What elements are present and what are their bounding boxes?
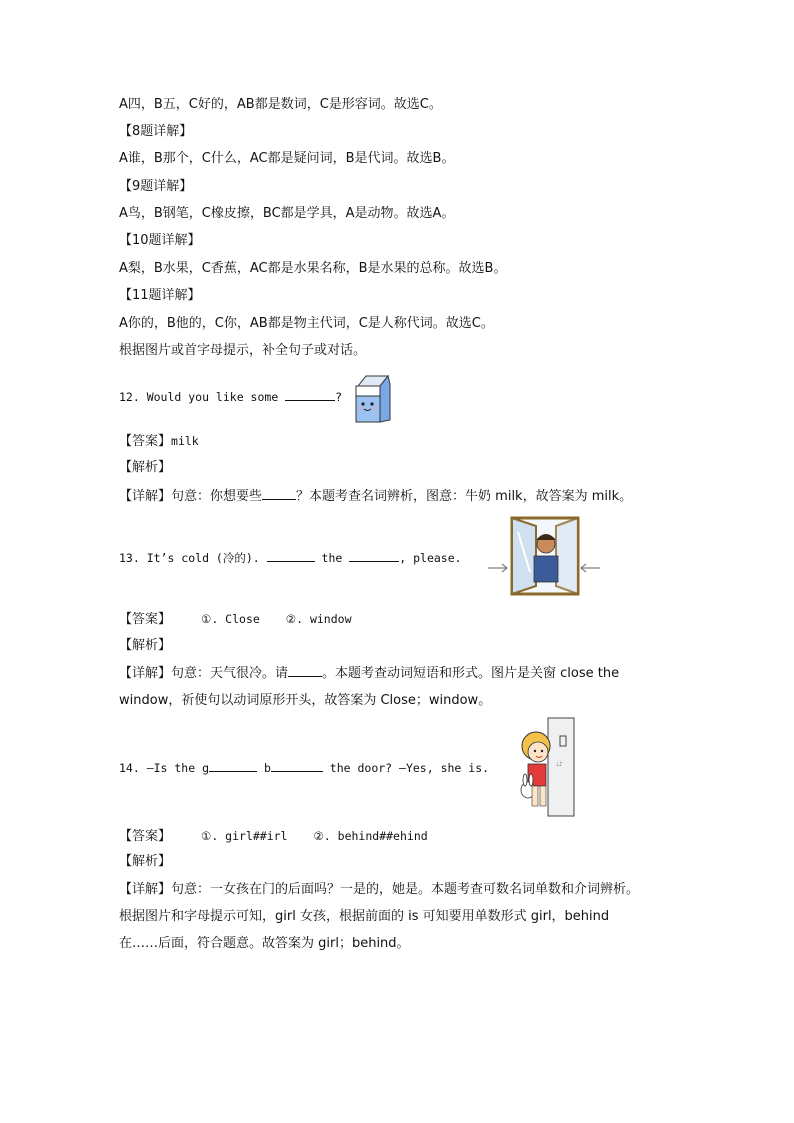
detail-13-line2: window，祈使句以动词原形开头，故答案为 Close；window。: [119, 693, 492, 708]
girl-behind-door-image: [512, 716, 576, 818]
explanation-8: A谁，B那个，C什么，AC都是疑问词，B是代词。故选B。: [119, 151, 455, 166]
detail-12: 【详解】句意：你想要些 ？本题考查名词辨析，图意：牛奶 milk，故答案为 milk。: [119, 489, 633, 504]
detail-13-line1: 【详解】句意：天气很冷。请 。本题考查动词短语和形式。图片是关窗 close the: [119, 666, 620, 681]
heading-10: 【10题详解】: [119, 233, 201, 248]
detail-14-line2: 根据图片和字母提示可知，girl 女孩，根据前面的 is 可知要用单数形式 girl，behind: [119, 909, 610, 924]
explanation-9: A鸟，B钢笔，C橡皮擦，BC都是学具，A是动物。故选A。: [119, 206, 455, 221]
question-14: 14. —Is the g b the door? —Yes, she is.: [119, 761, 490, 775]
answer-blank: [285, 389, 335, 401]
detail-14-line3: 在……后面，符合题意。故答案为 girl；behind。: [119, 936, 410, 951]
answer-13: 【答案】 ①. Close ②. window: [119, 612, 352, 627]
section-instruction: 根据图片或首字母提示，补全句子或对话。: [119, 343, 367, 358]
window-closing-image: [484, 512, 604, 598]
heading-11: 【11题详解】: [119, 288, 201, 303]
heading-8: 【8题详解】: [119, 124, 193, 139]
milk-carton-image: [352, 372, 394, 424]
explanation-11: A你的，B他的，C你，AB都是物主代词，C是人称代词。故选C。: [119, 316, 494, 331]
explanation-7: A四，B五，C好的，AB都是数词，C是形容词。故选C。: [119, 97, 442, 112]
detail-14-line1: 【详解】句意：一女孩在门的后面吗？一是的，她是。本题考查可数名词单数和介词辨析。: [119, 882, 640, 897]
question-12: 12. Would you like some ?: [119, 390, 343, 404]
heading-9: 【9题详解】: [119, 179, 193, 194]
analysis-13: 【解析】: [119, 638, 172, 653]
answer-14: 【答案】 ①. girl##irl ②. behind##ehind: [119, 829, 428, 844]
answer-12: 【答案】milk: [119, 434, 199, 449]
analysis-14: 【解析】: [119, 854, 172, 869]
analysis-12: 【解析】: [119, 460, 172, 475]
svg-text:♩♪: ♩♪: [556, 761, 563, 768]
explanation-10: A梨，B水果，C香蕉，AC都是水果名称，B是水果的总称。故选B。: [119, 261, 507, 276]
question-13: 13. It’s cold (冷的). the , please.: [119, 551, 462, 565]
